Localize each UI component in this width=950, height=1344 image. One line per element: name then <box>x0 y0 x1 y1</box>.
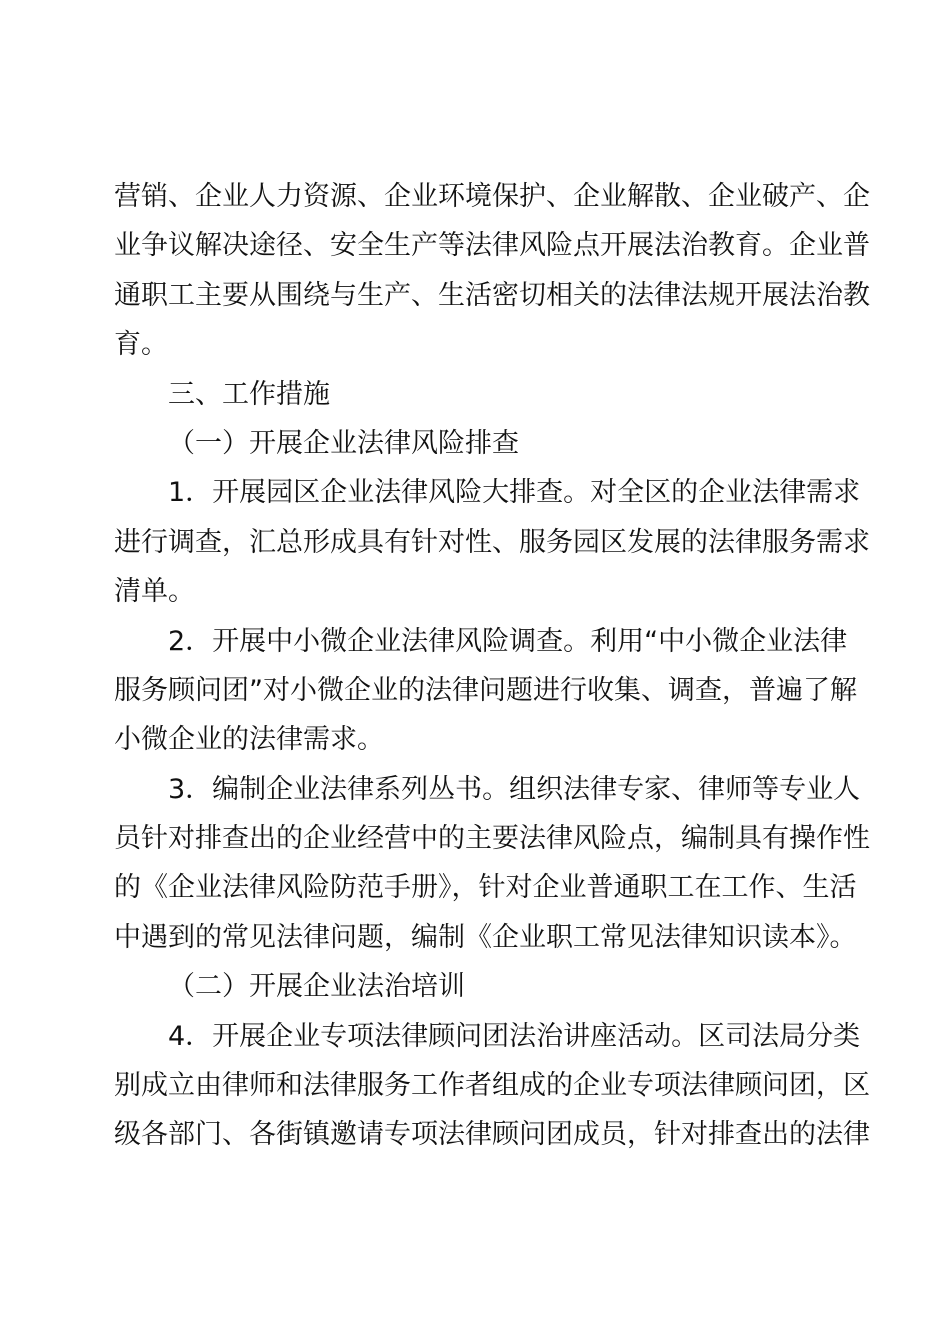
text-line: 别成立由律师和法律服务工作者组成的企业专项法律顾问团，区 <box>114 1070 870 1102</box>
text-line: 1．开展园区企业法律风险大排查。对全区的企业法律需求 <box>168 477 861 509</box>
text-line: 4．开展企业专项法律顾问团法治讲座活动。区司法局分类 <box>168 1020 861 1052</box>
text-line: 的《企业法律风险防范手册》，针对企业普通职工在工作、生活 <box>114 872 857 904</box>
text-line: 进行调查，汇总形成具有针对性、服务园区发展的法律服务需求 <box>114 526 870 558</box>
text-line: 小微企业的法律需求。 <box>114 724 384 756</box>
text-line: 级各部门、各街镇邀请专项法律顾问团成员，针对排查出的法律 <box>114 1119 870 1151</box>
text-line: 清单。 <box>114 576 195 608</box>
text-line: 服务顾问团”对小微企业的法律问题进行收集、调查，普遍了解 <box>114 674 857 706</box>
text-line: 中遇到的常见法律问题，编制《企业职工常见法律知识读本》。 <box>114 921 857 953</box>
subsection-heading: （二）开展企业法治培训 <box>168 971 465 1003</box>
text-line: 营销、企业人力资源、企业环境保护、企业解散、企业破产、企 <box>114 181 870 212</box>
section-heading: 三、工作措施 <box>168 378 330 410</box>
text-line: 通职工主要从围绕与生产、生活密切相关的法律法规开展法治教 <box>114 279 870 311</box>
text-line: 3．编制企业法律系列丛书。组织法律专家、律师等专业人 <box>168 773 861 805</box>
text-line: 2．开展中小微企业法律风险调查。利用“中小微企业法律 <box>168 625 848 657</box>
document-body <box>114 172 870 1160</box>
text-line: 员针对排查出的企业经营中的主要法律风险点，编制具有操作性 <box>114 823 870 855</box>
text-line: 业争议解决途径、安全生产等法律风险点开展法治教育。企业普 <box>114 230 870 262</box>
text-line: 育。 <box>114 329 168 361</box>
subsection-heading: （一）开展企业法律风险排查 <box>168 427 519 459</box>
